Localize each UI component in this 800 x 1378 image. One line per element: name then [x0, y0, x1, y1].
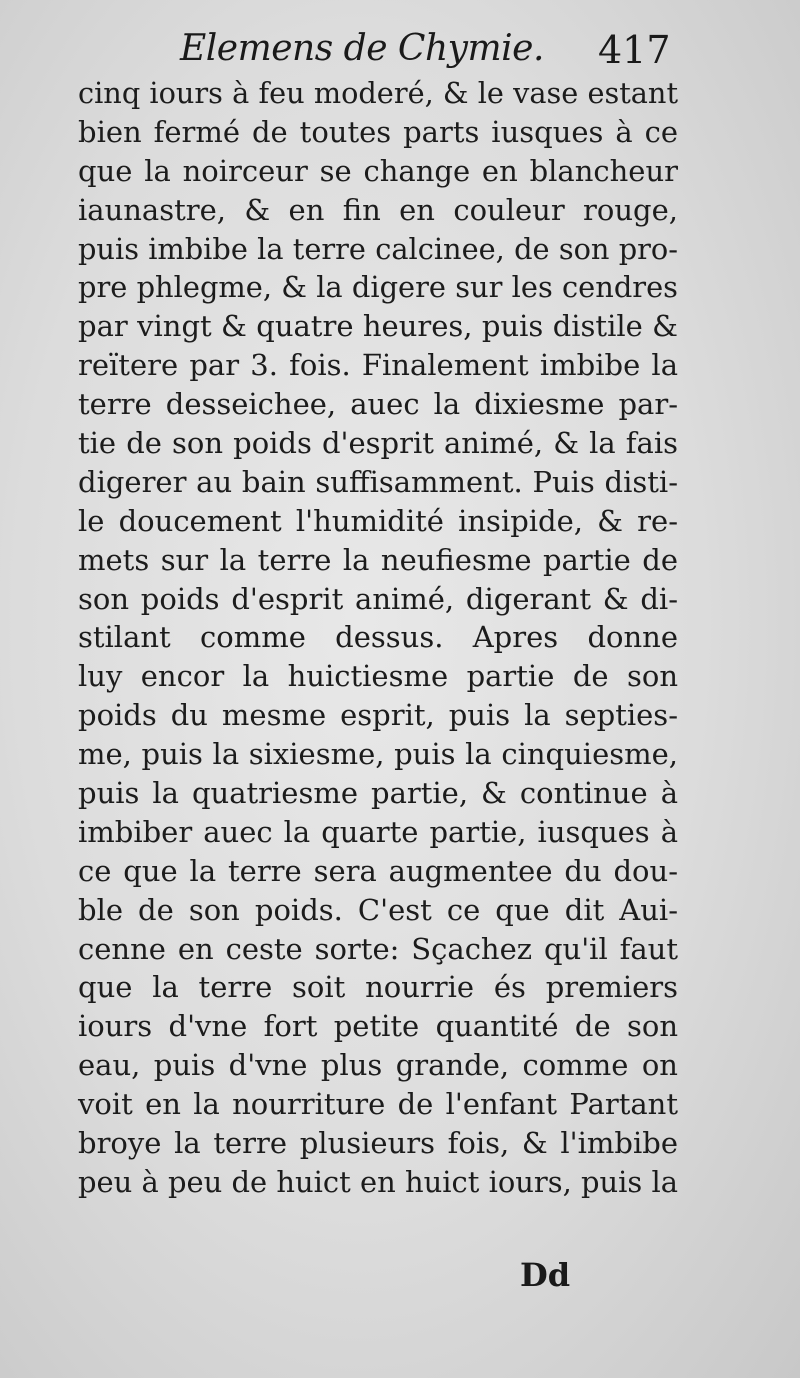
text-line: digerer au bain suffisamment. Puis disti-: [78, 464, 678, 499]
text-line: que la terre soit nourrie és premiers: [78, 970, 678, 1005]
text-line: iaunastre, & en fin en couleur rouge,: [78, 192, 678, 227]
body-text: [78, 74, 678, 1202]
text-line: me, puis la sixiesme, puis la cinquiesme,: [78, 737, 678, 772]
text-line: que la noirceur se change en blancheur: [78, 153, 678, 188]
text-line: iours d'vne fort petite quantité de son: [78, 1009, 678, 1044]
text-line: son poids d'esprit animé, digerant & di-: [78, 581, 678, 616]
text-line: eau, puis d'vne plus grande, comme on: [78, 1048, 678, 1083]
page-number: 417: [598, 28, 671, 72]
text-line: pre phlegme, & la digere sur les cendres: [78, 270, 678, 305]
text-line: bien fermé de toutes parts iusques à ce: [78, 114, 678, 149]
text-line: tie de son poids d'esprit animé, & la fais: [78, 426, 678, 461]
text-line: ble de son poids. C'est ce que dit Aui-: [78, 892, 678, 927]
running-title: Elemens de Chymie.: [180, 28, 544, 69]
text-line: stilant comme dessus. Apres donne: [78, 620, 678, 655]
text-line: voit en la nourriture de l'enfant Partant: [78, 1087, 678, 1122]
text-line: reïtere par 3. fois. Finalement imbibe la: [78, 348, 678, 383]
text-line: cinq iours à feu moderé, & le vase estant: [78, 76, 678, 110]
text-line: le doucement l'humidité insipide, & re-: [78, 503, 678, 538]
text-line: poids du mesme esprit, puis la septies-: [78, 698, 678, 733]
text-line: terre desseichee, auec la dixiesme par-: [78, 387, 678, 422]
text-line: cenne en ceste sorte: Sçachez qu'il faut: [78, 931, 678, 966]
text-line: broye la terre plusieurs fois, & l'imbibe: [78, 1126, 678, 1161]
text-line: puis imbibe la terre calcinee, de son pro-: [78, 231, 678, 266]
text-line: luy encor la huictiesme partie de son: [78, 659, 678, 694]
text-line: mets sur la terre la neufiesme partie de: [78, 542, 678, 577]
text-line: puis la quatriesme partie, & continue à: [78, 776, 678, 811]
text-line: par vingt & quatre heures, puis distile &: [78, 309, 678, 344]
text-line: peu à peu de huict en huict iours, puis la: [78, 1164, 678, 1199]
text-line: ce que la terre sera augmentee du dou-: [78, 853, 678, 888]
signature-mark: Dd: [520, 1256, 571, 1294]
text-line: imbiber auec la quarte partie, iusques à: [78, 814, 678, 849]
